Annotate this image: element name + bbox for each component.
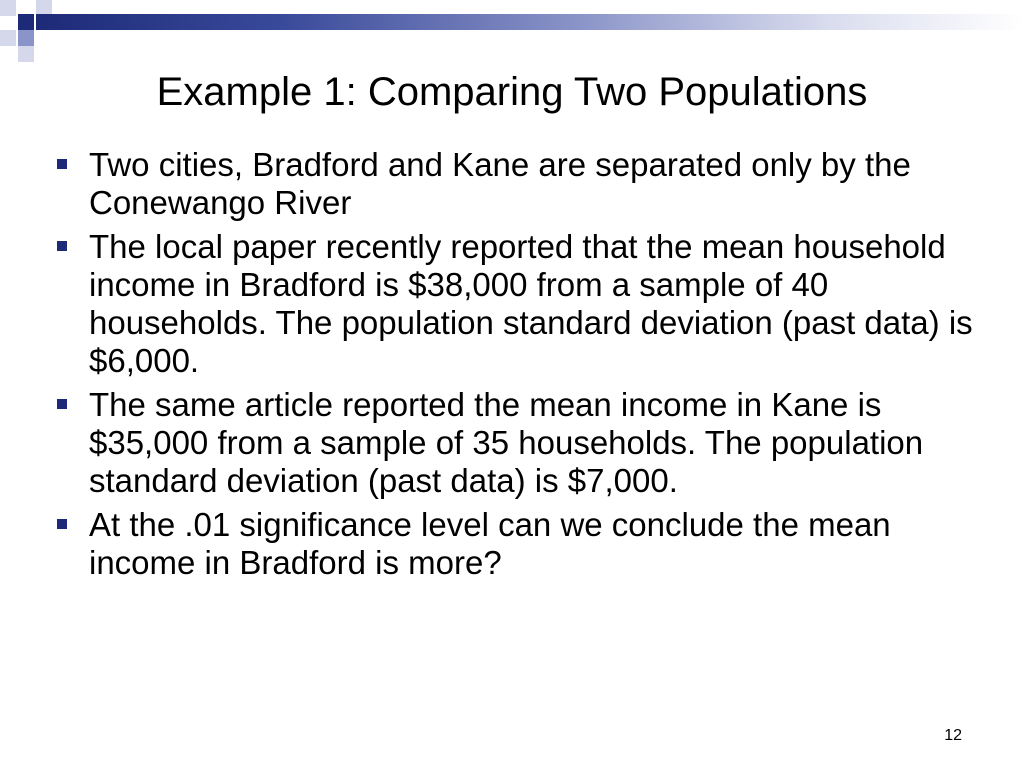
bullet-text: The same article reported the mean income in Kane is $35,000 from a sample of 35 households. The population standard deviation (past data) is $7,000. <box>89 386 924 499</box>
header-band <box>36 14 1024 30</box>
slide-title: Example 1: Comparing Two Populations <box>156 70 868 114</box>
square-bullet-icon <box>57 399 67 409</box>
square-bullet-icon <box>57 159 67 169</box>
page-number: 12 <box>944 727 962 744</box>
bullet-item <box>52 228 982 380</box>
decor-square <box>18 14 34 30</box>
decor-square <box>0 30 16 46</box>
bullet-text: At the .01 significance level can we conclude the mean income in Bradford is more? <box>89 506 891 581</box>
decor-square <box>0 0 16 16</box>
decor-square <box>18 30 34 46</box>
bullet-item <box>52 386 982 500</box>
bullet-item <box>52 506 982 582</box>
square-bullet-icon <box>57 519 67 529</box>
bullet-text: Two cities, Bradford and Kane are separated only by the Conewango River <box>89 146 911 221</box>
decor-square <box>18 46 34 62</box>
square-bullet-icon <box>57 241 67 251</box>
bullet-list <box>52 146 982 588</box>
bullet-text: The local paper recently reported that the mean household income in Bradford is $38,000 from a sample of 40 households. The population standard deviation (past data) is $6,000. <box>89 228 973 379</box>
bullet-item <box>52 146 982 222</box>
